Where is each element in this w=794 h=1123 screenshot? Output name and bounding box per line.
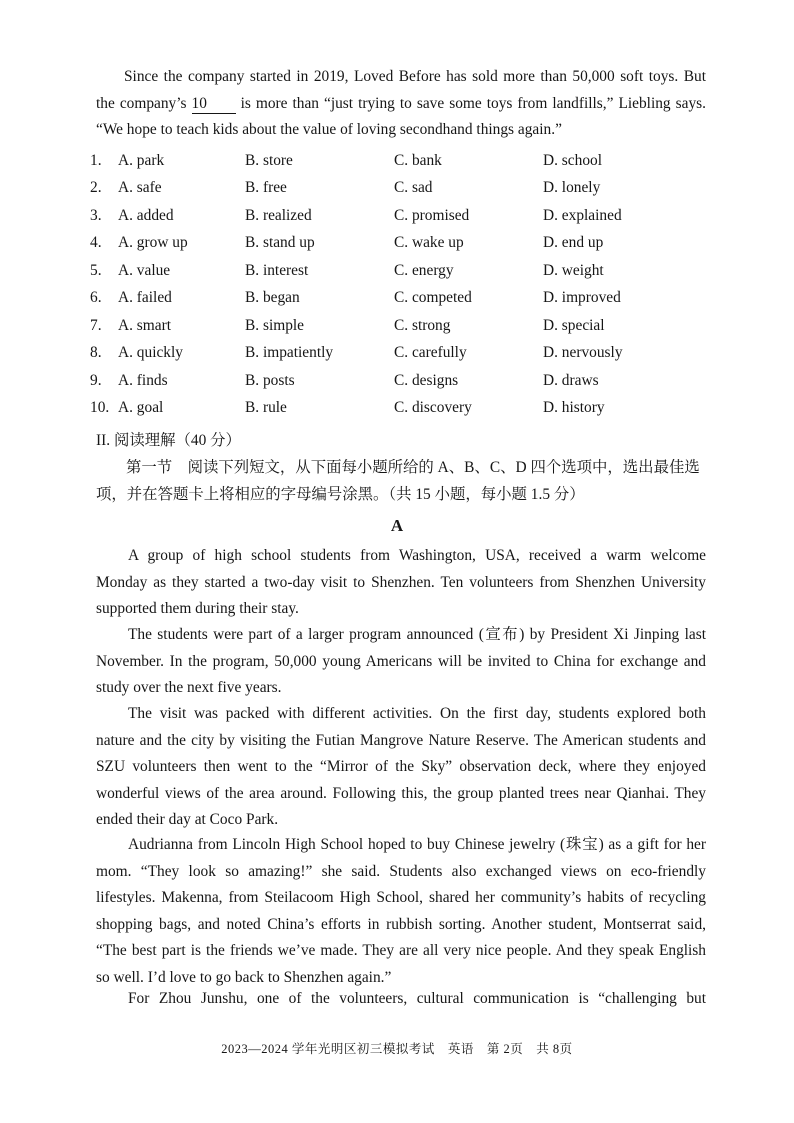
option-a: A. park [118,151,165,169]
option-b: B. realized [245,206,312,224]
option-a: A. added [118,206,174,224]
option-b: B. impatiently [245,344,334,362]
option-row [90,230,693,258]
paragraph-line: lifestyles. Makenna, from Steilacoom High School, shared her community’s habits of recycling [96,889,706,906]
instruction-line-2: 项，并在答题卡上将相应的字母编号涂黑。（共 15 小题，每小题 1.5 分） [96,486,585,503]
blank-10: 10 [192,95,236,114]
option-d: D. end up [543,234,604,252]
cloze-options-table [90,147,693,422]
option-row [90,285,693,313]
option-b: B. stand up [245,234,315,252]
option-a: A. failed [118,289,172,307]
option-row [90,367,693,395]
cloze-line-2 [96,91,706,118]
question-number: 4. [90,234,102,252]
option-b: B. began [245,289,300,307]
instruction-line-1: 第一节 阅读下列短文，从下面每小题所给的 A、B、C、D 四个选项中，选出最佳选 [126,459,700,476]
passage-paragraph-3 [96,701,706,834]
question-number: 6. [90,289,102,307]
option-c: C. wake up [394,234,464,252]
passage-letter: A [390,516,404,535]
option-row [90,395,693,423]
option-c: C. energy [394,261,454,279]
passage-paragraph-4 [96,832,706,991]
option-a: A. finds [118,371,168,389]
option-row [90,312,693,340]
option-d: D. school [543,151,602,169]
section-heading: II. 阅读理解（40 分） [96,432,241,449]
option-b: B. rule [245,399,287,417]
option-d: D. draws [543,371,599,389]
option-a: A. grow up [118,234,188,252]
option-b: B. posts [245,371,295,389]
option-a: A. smart [118,316,172,334]
question-number: 8. [90,344,102,362]
paragraph-line: mom. “They look so amazing!” she said. Students also exchanged views on eco-friendly [96,862,706,880]
paragraph-line: so well. I’d love to go back to Shenzhen again.” [96,968,392,986]
paragraph-line: Audrianna from Lincoln High School hoped to buy Chinese jewelry (珠宝) as a gift for her [128,836,706,853]
question-number: 7. [90,316,102,334]
option-a: A. value [118,261,171,279]
cloze-line-2-end: is more than “just trying to save some toys from landfills,” Liebling says. [240,94,706,112]
option-b: B. interest [245,261,309,279]
option-c: C. sad [394,179,433,197]
paragraph-line: shopping bags, and noted China’s efforts in rubbish sorting. Another student, Montserrat said, [96,915,706,933]
question-number: 1. [90,151,102,169]
option-a: A. goal [118,399,164,417]
paragraph-line: A group of high school students from Washington, USA, received a warm welcome [128,547,706,564]
option-d: D. improved [543,289,621,307]
option-row [90,175,693,203]
option-d: D. special [543,316,605,334]
option-row [90,340,693,368]
option-c: C. carefully [394,344,467,362]
passage-paragraph-2 [96,622,706,702]
option-d: D. history [543,399,605,417]
question-number: 10. [90,399,110,417]
option-c: C. discovery [394,399,472,417]
passage-paragraph-1 [96,543,706,623]
question-number: 5. [90,261,102,279]
paragraph-line: The students were part of a larger program announced (宣布) by President Xi Jinping last [128,626,706,643]
question-number: 2. [90,179,102,197]
paragraph-line: nature and the city by visiting the Futian Mangrove Nature Reserve. The American students and [96,731,706,749]
cloze-line-2-start: the company’s [96,94,187,112]
option-a: A. safe [118,179,162,197]
passage-paragraph-5 [96,986,706,1013]
option-d: D. explained [543,206,622,224]
paragraph-line: supported them during their stay. [96,600,299,617]
paragraph-line: “The best part is the friends we’ve made. They are all very nice people. And they speak English [96,942,706,959]
option-b: B. simple [245,316,304,334]
paragraph-line: November. In the program, 50,000 young Americans will be invited to China for exchange and [96,652,706,670]
paragraph-line: The visit was packed with different activities. On the first day, students explored both [128,705,706,722]
option-a: A. quickly [118,344,183,362]
paragraph-line: For Zhou Junshu, one of the volunteers, cultural communication is “challenging but [128,990,706,1007]
option-b: B. free [245,179,287,197]
option-row [90,202,693,230]
question-number: 9. [90,371,102,389]
option-row [90,147,693,175]
option-row [90,257,693,285]
paragraph-line: Monday as they started a two-day visit to Shenzhen. Ten volunteers from Shenzhen University [96,573,706,591]
section-instruction [96,454,708,508]
option-d: D. lonely [543,179,601,197]
question-number: 3. [90,206,102,224]
paragraph-line: study over the next five years. [96,679,282,696]
cloze-line-1: Since the company started in 2019, Loved Before has sold more than 50,000 soft toys. But [124,68,706,85]
option-c: C. designs [394,371,459,389]
option-c: C. competed [394,289,472,307]
page-footer: 2023—2024 学年光明区初三模拟考试 英语 第 2页 共 8页 [221,1042,573,1056]
option-c: C. bank [394,151,442,169]
option-c: C. strong [394,316,451,334]
paragraph-line: wonderful views of the area around. Following this, the group planted trees near Qianhai. They [96,784,706,802]
option-d: D. weight [543,261,604,279]
paragraph-line: ended their day at Coco Park. [96,811,279,828]
cloze-line-3: “We hope to teach kids about the value of loving secondhand things again.” [96,121,562,138]
cloze-passage-tail [96,64,706,144]
paragraph-line: SZU volunteers then went to the “Mirror of the Sky” observation deck, where they enjoyed [96,758,706,775]
option-c: C. promised [394,206,470,224]
option-d: D. nervously [543,344,623,362]
option-b: B. store [245,151,293,169]
